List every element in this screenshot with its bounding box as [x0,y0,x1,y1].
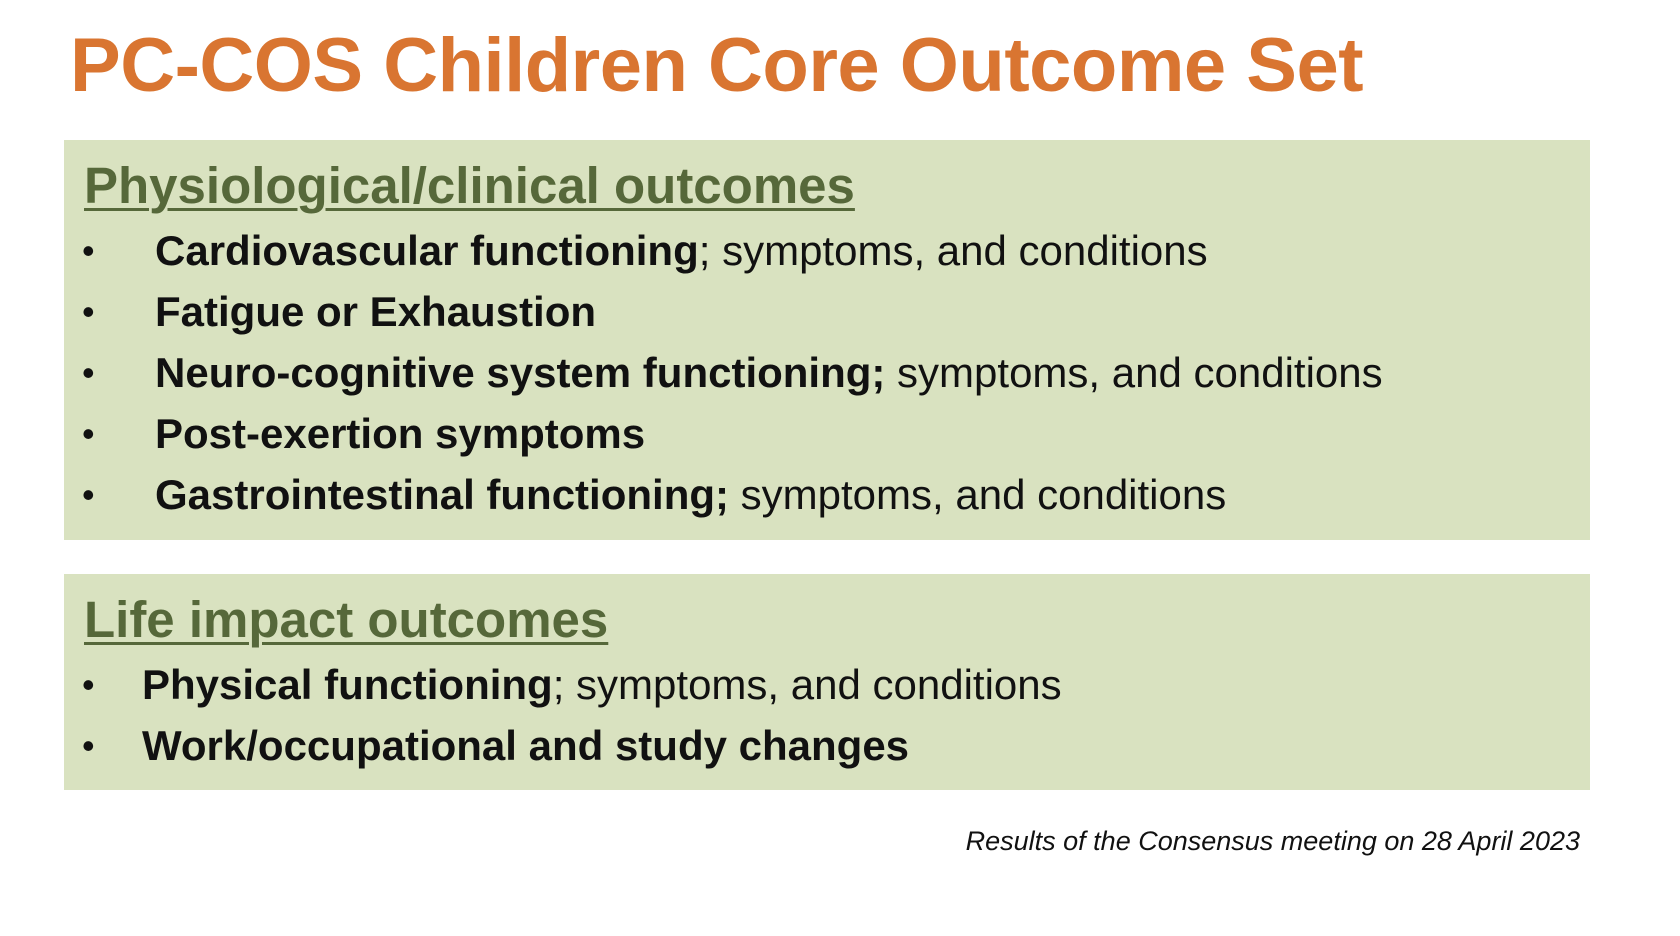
item-bold-text: Post-exertion symptoms [155,410,646,457]
physiological-clinical-outcomes-panel [64,140,1590,540]
item-bold-text: Neuro-cognitive system functioning; [155,349,886,396]
footnote: Results of the Consensus meeting on 28 April 2023 [965,826,1580,856]
slide-title: PC-COS Children Core Outcome Set [70,23,1364,108]
item-bold-text: Fatigue or Exhaustion [155,288,597,335]
item-text [142,715,909,776]
item-text [155,403,645,464]
bullet-icon: • [82,664,95,705]
bullet-icon: • [82,725,95,766]
item-bold-text: Cardiovascular functioning [155,227,699,274]
item-regular-text: ; symptoms, and conditions [552,661,1062,708]
item-regular-text: symptoms, and conditions [729,471,1227,518]
item-text [155,220,1208,281]
item-regular-text: symptoms, and conditions [885,349,1383,396]
bullet-icon: • [82,474,95,515]
item-bold-text: Work/occupational and study changes [142,722,910,769]
bullet-icon: • [82,413,95,454]
item-text [155,464,1226,525]
item-text [155,281,596,342]
life-impact-outcomes-panel [64,574,1590,790]
bullet-icon: • [82,230,95,271]
item-regular-text: ; symptoms, and conditions [698,227,1208,274]
section-heading: Life impact outcomes [84,591,609,648]
bullet-icon: • [82,352,95,393]
item-bold-text: Physical functioning [142,661,553,708]
item-text [142,654,1062,715]
item-bold-text: Gastrointestinal functioning; [155,471,729,518]
bullet-icon: • [82,291,95,332]
section-heading: Physiological/clinical outcomes [84,157,855,214]
item-text [155,342,1383,403]
